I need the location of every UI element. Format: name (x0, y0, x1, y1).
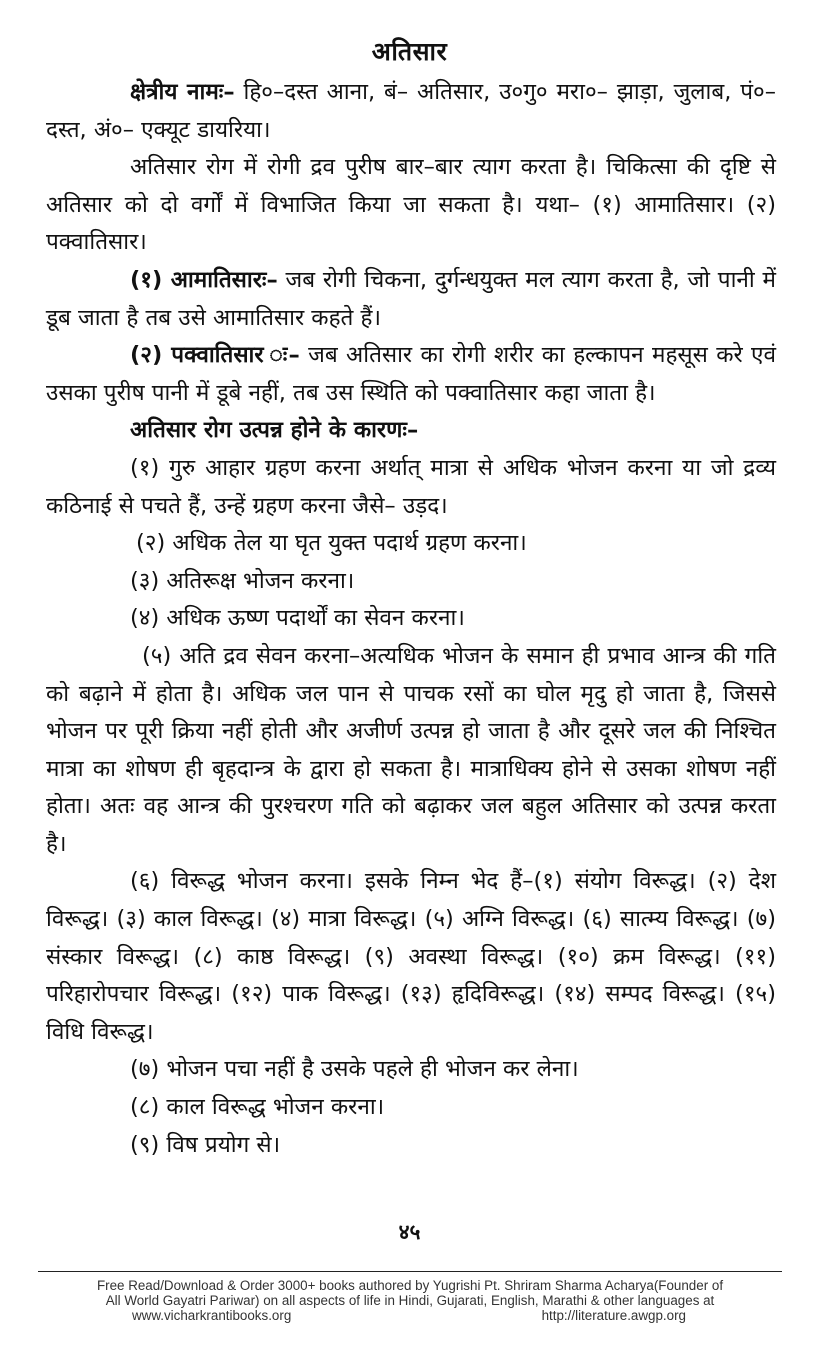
regional-names-label: क्षेत्रीय नामः– (130, 79, 235, 105)
cause-item: (९) विष प्रयोग से। (130, 1131, 281, 1158)
intro-paragraph: अतिसार रोग में रोगी द्रव पुरीष बार–बार त्याग करता है। चिकित्सा की दृष्टि से अतिसार को दो वर्गों में विभाजित किया जा सकता है। यथा– (१) आमातिसार। (२) पक्वातिसार। (46, 154, 776, 256)
cause-item: (५) अति द्रव सेवन करना–अत्यधिक भोजन के समान ही प्रभाव आन्त्र की गति को बढ़ाने में होता है। अधिक जल पान से पाचक रसों का घोल मृदु हो जाता है, जिससे भोजन पर पूरी क्रिया नहीं होती और अजीर्ण उत्पन्न हो जाता है और दूसरे जल की निश्चित मात्रा का शोषण ही बृहदान्त्र के द्वारा हो सकता है। मात्राधिक्य होने से उसका शोषण नहीं होता। अतः वह आन्त्र की पुरश्चरण गति को बढ़ाकर जल बहुल अतिसार को उत्पन्न करता है। (46, 642, 776, 857)
page-body (46, 74, 776, 1164)
footer-line-1: Free Read/Download & Order 3000+ books authored by Yugrishi Pt. Shriram Sharma Acharya(Founder of (96, 1278, 724, 1293)
type-pakvatisar-label: (२) पक्वातिसार ः– (130, 342, 300, 369)
type-pakvatisar-paragraph (46, 337, 776, 412)
cause-item: (४) अधिक ऊष्ण पदार्थों का सेवन करना। (130, 605, 465, 632)
type-amatisar-label: (१) आमातिसारः– (130, 266, 278, 293)
type-amatisar-text: जब रोगी चिकना, दुर्गन्धयुक्त मल त्याग करता है, जो पानी में डूब जाता है तब उसे आमातिसार कहते हैं। (46, 266, 776, 331)
cause-item: (६) विरूद्ध भोजन करना। इसके निम्न भेद हैं–(१) संयोग विरूद्ध। (२) देश विरूद्ध। (३) काल विरूद्ध। (४) मात्रा विरूद्ध। (५) अग्नि विरूद्ध। (६) सात्म्य विरूद्ध। (७) संस्कार विरूद्ध। (८) काष्ठ विरूद्ध। (९) अवस्था विरूद्ध। (१०) क्रम विरूद्ध। (११) परिहारोपचार विरूद्ध। (१२) पाक विरूद्ध। (१३) हृदिविरूद्ध। (१४) सम्पद विरूद्ध। (१५) विधि विरूद्ध। (46, 868, 776, 1045)
footer-links (38, 1308, 782, 1323)
footer-divider (38, 1271, 782, 1272)
cause-item: (७) भोजन पचा नहीं है उसके पहले ही भोजन कर लेना। (130, 1056, 579, 1083)
cause-item: (८) काल विरूद्ध भोजन करना। (130, 1094, 385, 1121)
page-number: ४५ (398, 1220, 421, 1244)
type-pakvatisar-text: जब अतिसार का रोगी शरीर का हल्कापन महसूस करे एवं उसका पुरीष पानी में डूबे नहीं, तब उस स्थिति को पक्वातिसार कहा जाता है। (46, 342, 776, 406)
cause-item: (३) अतिरूक्ष भोजन करना। (130, 567, 355, 594)
cause-item: (१) गुरु आहार ग्रहण करना अर्थात् मात्रा से अधिक भोजन करना या जो द्रव्य कठिनाई से पचते हैं, उन्हें ग्रहण करना जैसे– उड़द। (46, 454, 776, 519)
causes-heading-text: अतिसार रोग उत्पन्न होने के कारणः– (130, 417, 419, 444)
footer-link-awgp[interactable]: http://literature.awgp.org (541, 1308, 686, 1323)
page-title: अतिसार (371, 37, 448, 66)
regional-names-text: हि०–दस्त आना, बं– अतिसार, उ०गु० मरा०– झाड़ा, जुलाब, पं०– दस्त, अं०– एक्यूट डायरिया। (46, 79, 776, 143)
footer-line-2: All World Gayatri Pariwar) on all aspects of life in Hindi, Gujarati, English, Marathi & other languages at (105, 1293, 715, 1308)
type-amatisar-paragraph (46, 262, 776, 337)
footer (38, 1278, 782, 1323)
footer-link-vicharkranti[interactable]: www.vicharkrantibooks.org (132, 1308, 292, 1323)
cause-item: (२) अधिक तेल या घृत युक्त पदार्थ ग्रहण करना। (136, 530, 527, 557)
causes-heading (46, 412, 776, 450)
regional-names-paragraph (46, 74, 776, 149)
